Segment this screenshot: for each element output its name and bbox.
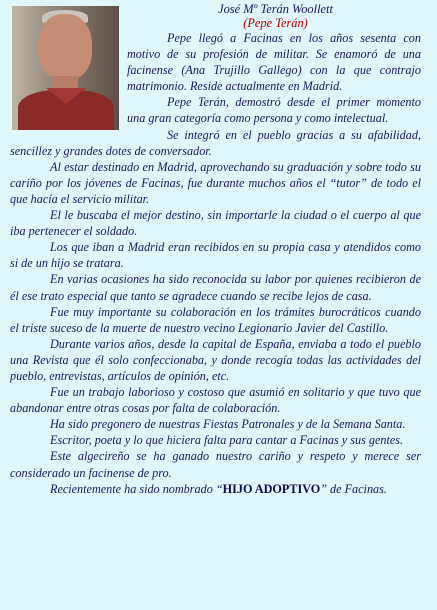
paragraph: Los que iban a Madrid eran recibidos en su propia casa y atendidos como si de un hijo se tratara. (10, 240, 421, 271)
paragraph: Fue un trabajo laborioso y costoso que asumió en solitario y que tuvo que abandonar entre otras cosas por falta de colaboración. (10, 385, 421, 416)
paragraph: Pepe llegó a Facinas en los años sesenta con motivo de su profesión de militar. Se enamoró de una facinense (Ana Trujillo Gallego) con la que contrajo matrimonio. Reside actualmente en Madrid. (127, 31, 421, 94)
honor-title: HIJO ADOPTIVO (222, 481, 321, 496)
paragraph: Este algecireño se ha ganado nuestro cariño y respeto y merece ser considerado un facinense de pro. (10, 449, 421, 480)
portrait-photo (12, 6, 119, 130)
article-header (130, 2, 421, 30)
person-nickname: (Pepe Terán) (243, 16, 308, 30)
paragraph: Fue muy importante su colaboración en los trámites burocráticos cuando el triste suceso de la muerte de nuestro vecino Legionario Javier del Castillo. (10, 304, 421, 335)
closing-text-before: Recientemente ha sido nombrado “ (50, 481, 223, 496)
paragraph: Ha sido pregonero de nuestras Fiestas Patronales y de la Semana Santa. (50, 417, 406, 432)
paragraph: Al estar destinado en Madrid, aprovechando su graduación y sobre todo su cariño por los jóvenes de Facinas, fue durante muchos años el “tutor” de todo el que hacía el servicio militar. (10, 159, 421, 206)
paragraph: Durante varios años, desde la capital de España, enviaba a todo el pueblo una Revista que él solo confeccionaba, y donde recogía todas las actividades del pueblo, entrevistas, artículos de opinión, etc. (10, 336, 421, 383)
paragraph: Pepe Terán, demostró desde el primer momento una gran categoría como persona y como intelectual. (127, 95, 421, 126)
closing-text-after: ” de Facinas. (320, 481, 387, 496)
paragraph: En varias ocasiones ha sido reconocida su labor por quienes recibieron de él ese trato especial que tanto se agradece cuando se recibe lejos de casa. (10, 272, 421, 303)
paragraph: El le buscaba el mejor destino, sin importarle la ciudad o el cuerpo al que iba pertenecer el soldado. (10, 208, 421, 239)
person-name: José Mº Terán Woollett (218, 2, 333, 16)
paragraph: Se integró en el pueblo gracias a su afabilidad, sencillez y grandes dotes de conversador. (10, 127, 421, 158)
closing-paragraph (10, 481, 421, 497)
paragraph: Escritor, poeta y lo que hiciera falta para cantar a Facinas y sus gentes. (50, 433, 404, 448)
